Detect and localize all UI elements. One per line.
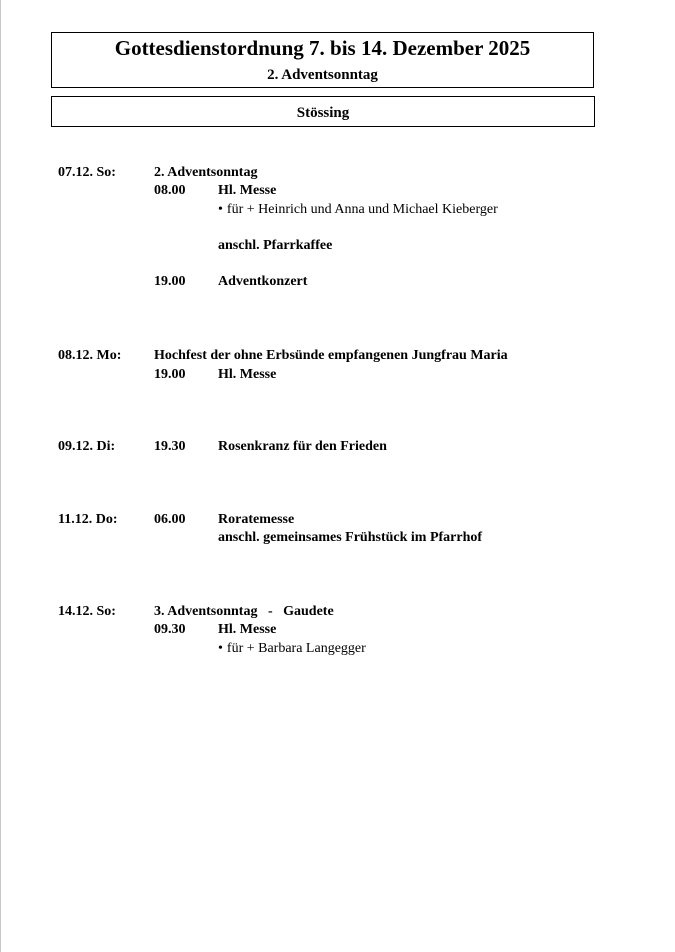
document-subtitle: 2. Adventsonntag — [267, 67, 378, 83]
service-title: Hl. Messe — [218, 367, 277, 382]
service-time: 19.30 — [154, 439, 186, 454]
mass-intention: • für + Barbara Langegger — [218, 640, 366, 658]
service-time: 19.00 — [154, 274, 186, 289]
title-box — [51, 32, 594, 88]
service-title: Rosenkranz für den Frieden — [218, 439, 387, 454]
document-title: Gottesdienstordnung 7. bis 14. Dezember 2025 — [114, 36, 531, 60]
day-heading: 3. Adventsonntag - Gaudete — [154, 604, 334, 619]
day-date: 08.12. Mo: — [58, 348, 122, 363]
service-title: Hl. Messe — [218, 622, 277, 637]
day-date: 14.12. So: — [58, 604, 116, 619]
service-time: 09.30 — [154, 622, 186, 637]
service-note: anschl. gemeinsames Frühstück im Pfarrhof — [218, 530, 483, 545]
day-heading: Hochfest der ohne Erbsünde empfangenen Jungfrau Maria — [154, 348, 508, 363]
service-title: Hl. Messe — [218, 183, 277, 198]
mass-intention: • für + Heinrich und Anna und Michael Kieberger — [218, 201, 498, 219]
day-date: 09.12. Di: — [58, 439, 116, 454]
service-title: Roratemesse — [218, 512, 295, 527]
service-time: 19.00 — [154, 367, 186, 382]
service-time: 06.00 — [154, 512, 186, 527]
service-title: Adventkonzert — [218, 274, 308, 289]
service-time: 08.00 — [154, 183, 186, 198]
day-date: 07.12. So: — [58, 165, 116, 180]
page-left-edge — [0, 0, 1, 952]
day-heading: 2. Adventsonntag — [154, 165, 258, 180]
location-box — [51, 96, 595, 127]
service-note: anschl. Pfarrkaffee — [218, 238, 333, 253]
location-name: Stössing — [296, 105, 350, 121]
day-date: 11.12. Do: — [58, 512, 118, 527]
